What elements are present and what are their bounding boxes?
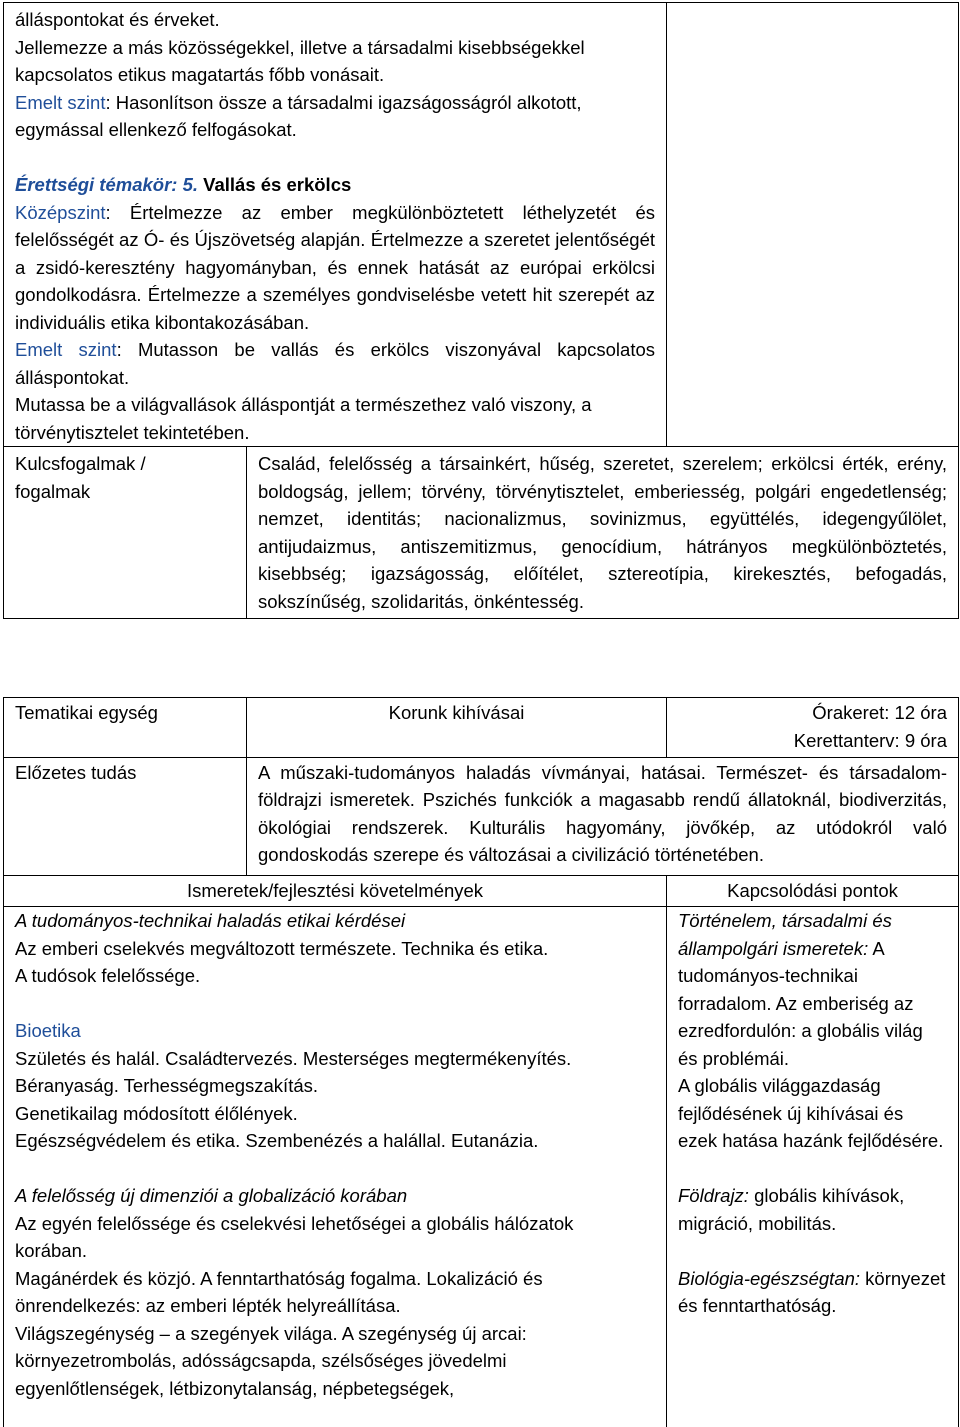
unit-table: [3, 697, 959, 1427]
unit-label-cell: [4, 698, 247, 758]
kozepszint-label: Középszint: [15, 201, 106, 223]
emelt-szint-label: Emelt szint: [15, 91, 106, 113]
unit-title-cell: [247, 698, 667, 758]
hours-framework: Órakeret: 12 óra: [812, 702, 947, 723]
section-1-line-1: Az emberi cselekvés megváltozott természete. Technika és etika.: [15, 937, 549, 959]
content-cell: [4, 907, 667, 1427]
topic-title: Vallás és erkölcs: [198, 174, 352, 195]
section-3-line-2: Magánérdek és közjó. A fenntarthatóság fogalma. Lokalizáció és önrendelkezés: az emberi lépték helyreállítása.: [15, 1267, 543, 1317]
last-paragraph: Mutassa be a világvallások álláspontját a természethez való viszony, a törvénytisztelet tekintetében.: [15, 394, 592, 443]
section-3-line-3: Világszegénység – a szegények világa. A szegénység új arcai: környezetrombolás, adósságcsapda, szélsőséges jövedelmi egyenlőtlenségek, létbizonytalanság, népbetegségek,: [15, 1322, 527, 1399]
link-history-text-2: A globális világgazdaság fejlődésének új kihívásai és ezek hatása hazánk fejlődésére.: [678, 1075, 944, 1152]
section-title-1: A tudományos-technikai haladás etikai kérdései: [15, 910, 406, 932]
link-biology-label: Biológia-egészségtan:: [678, 1267, 861, 1289]
kozepszint-paragraph: [15, 199, 655, 337]
link-geography-text: globális kihívások, migráció, mobilitás.: [678, 1185, 905, 1234]
link-geography: [678, 1182, 947, 1237]
top-table: [3, 2, 959, 619]
kulcs-label-cell: [4, 447, 247, 619]
section-1-line-2: A tudósok felelőssége.: [15, 965, 201, 987]
kulcs-text: Család, felelősség a társainkért, hűség, szeretet, szerelem; erkölcsi érték, erény, boldogság, jellem; törvény, törvénytisztelet, emberiesség, polgári engedetlenség; nemzet, identitás; nacionalizmus, sovinizmus, együttélés, idegengyűlölet, antijudaizmus, antiszemitizmus, genocídium, hátrányos megkülönböztetés, kisebbség; igazságosság, előítélet, sztereotípia, kirekesztés, befogadás, sokszínűség, szolidaritás, önkéntesség.: [258, 453, 948, 612]
kulcs-label: Kulcsfogalmak / fogalmak: [15, 453, 146, 502]
kulcs-text-cell: [247, 447, 959, 619]
topic-label: Érettségi témakör: 5.: [15, 174, 199, 195]
unit-label: Tematikai egység: [15, 702, 158, 723]
emelt-text: : Mutasson be vallás és erkölcs viszonyával kapcsolatos álláspontokat.: [15, 339, 656, 388]
section-title-3: A felelősség új dimenziói a globalizáció korában: [15, 1185, 408, 1207]
link-geography-label: Földrajz:: [678, 1185, 749, 1207]
section-2-line-3: Genetikailag módosított élőlények.: [15, 1102, 298, 1124]
unit-hours-cell: [667, 698, 959, 758]
prior-text-cell: [247, 757, 959, 876]
top-text-1: álláspontokat és érveket.: [15, 9, 220, 30]
section-title-2: Bioetika: [15, 1020, 81, 1042]
requirements-cell: [4, 3, 667, 447]
prior-text: A műszaki-tudományos haladás vívmányai, hatásai. Természet- és társadalom-földrajzi ismeretek. Pszichés funkciók a magasabb rendű állatoknál, biodiverzitás, ökológiai rendszerek. Kulturális hagyomány, jövőkép, az utódokról való gondoskodás szerepe és változásai a civilizáció történetében.: [258, 761, 947, 866]
link-biology: [678, 1265, 947, 1320]
top-text-2: Jellemezze a más közösségekkel, illetve a társadalmi kisebbségekkel kapcsolatos etikus magatartás főbb vonásait.: [15, 36, 585, 85]
section-2-line-4: Egészségvédelem és etika. Szembenézés a halállal. Eutanázia.: [15, 1130, 539, 1152]
empty-right-cell: [667, 3, 959, 447]
section-2-line-2: Béranyaság. Terhességmegszakítás.: [15, 1075, 319, 1097]
top-text-3: [15, 89, 655, 144]
link-history-text: A tudományos-technikai forradalom. Az emberiség az ezredfordulón: a globális világ és problémái.: [678, 937, 923, 1069]
section-2-line-1: Születés és halál. Családtervezés. Mesterséges megtermékenyítés.: [15, 1047, 572, 1069]
col2-header: Kapcsolódási pontok: [727, 880, 898, 902]
kozepszint-text: : Értelmezze az ember megkülönböztetett léthelyzetét és felelősségét az Ó- és Újszövetség alapján. Értelmezze a szeretet jelentőségét a zsidó-keresztény hagyományban, és ennek hatását az európai erkölcsi gondolkodásra. Értelmezze a személyes gondviselésbe vetett hit szerepét az individuális etika kibontakozásában.: [15, 201, 656, 333]
emelt-szint-text: : Hasonlítson össze a társadalmi igazságosságról alkotott, egymással ellenkező felfogásokat.: [15, 91, 582, 140]
links-cell: [667, 907, 959, 1427]
topic-heading: [15, 171, 655, 199]
emelt-paragraph: [15, 336, 655, 391]
prior-label-cell: [4, 757, 247, 876]
col1-header: Ismeretek/fejlesztési követelmények: [186, 880, 484, 902]
link-biology-text: környezet és fenntarthatóság.: [678, 1267, 946, 1317]
section-3-line-1: Az egyén felelőssége és cselekvési lehetőségei a globális hálózatok korában.: [15, 1212, 574, 1262]
emelt-label: Emelt szint: [15, 339, 117, 360]
link-history-label: Történelem, társadalmi és állampolgári ismeretek:: [678, 910, 892, 959]
col1-header-cell: [4, 876, 667, 907]
prior-label: Előzetes tudás: [15, 761, 137, 783]
unit-title: Korunk kihívásai: [388, 702, 525, 723]
hours-curriculum: Kerettanterv: 9 óra: [793, 729, 947, 751]
link-history: [678, 907, 947, 1072]
col2-header-cell: [667, 876, 959, 907]
